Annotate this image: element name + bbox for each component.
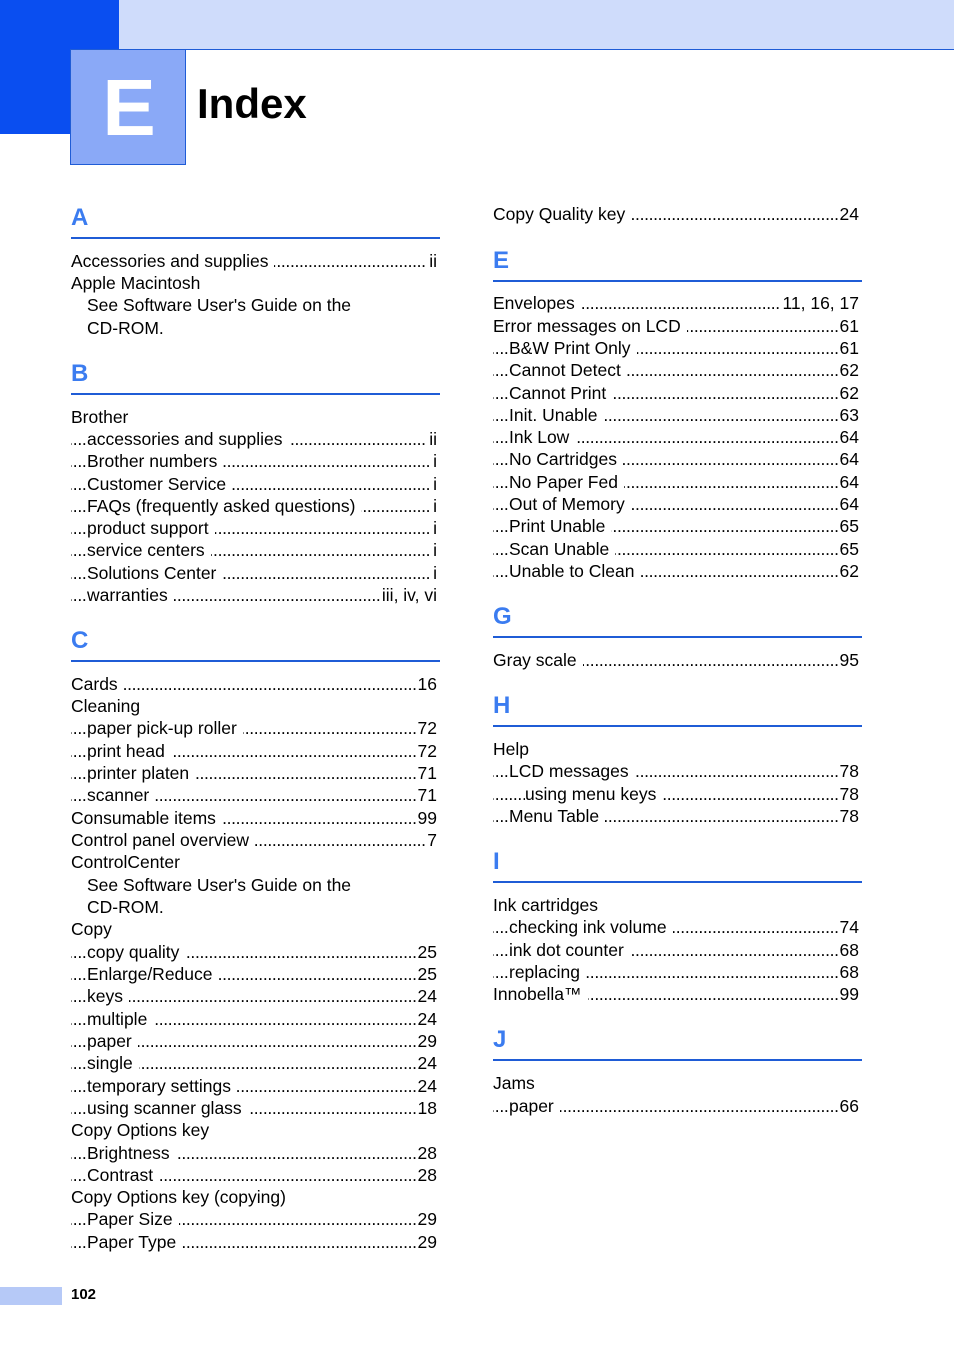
index-subentry[interactable]: . . . paper pick-up roller 72: [71, 717, 437, 739]
index-entry[interactable]: . . . Innobella™ 99: [493, 983, 859, 1005]
index-subentry[interactable]: . . . Customer Service i: [71, 473, 437, 495]
index-subentry[interactable]: . . . scanner 71: [71, 784, 437, 806]
index-entry: Copy Options key: [71, 1120, 210, 1140]
index-see-note: See Software User's Guide on the: [87, 875, 352, 895]
index-subentry[interactable]: . . . multiple 24: [71, 1008, 437, 1030]
index-entry[interactable]: . . . Copy Quality key 24: [493, 203, 859, 225]
section-heading-g: G: [493, 602, 862, 638]
index-subentry[interactable]: . . . Contrast 28: [71, 1164, 437, 1186]
index-subentry[interactable]: . . . paper 66: [493, 1095, 859, 1117]
index-subentry[interactable]: . . . Enlarge/Reduce 25: [71, 963, 437, 985]
index-entry: Jams: [493, 1073, 535, 1093]
index-subentry[interactable]: . . . ink dot counter 68: [493, 939, 859, 961]
index-subentry[interactable]: . . . temporary settings 24: [71, 1075, 437, 1097]
index-see-note: See Software User's Guide on the: [87, 295, 352, 315]
page-number: 102: [71, 1286, 97, 1303]
index-entry: Copy: [71, 919, 112, 939]
index-entry[interactable]: . . . Envelopes 11, 16, 17: [493, 292, 859, 314]
section-heading-c: C: [71, 626, 440, 662]
index-subentry[interactable]: . . . single 24: [71, 1052, 437, 1074]
index-subentry[interactable]: . . . using scanner glass 18: [71, 1097, 437, 1119]
index-subentry[interactable]: . . . print head 72: [71, 740, 437, 762]
index-subentry[interactable]: . . . FAQs (frequently asked questions) i: [71, 495, 437, 517]
index-subentry[interactable]: . . . Init. Unable 63: [493, 404, 859, 426]
index-subentry[interactable]: . . . checking ink volume 74: [493, 916, 859, 938]
index-subentry[interactable]: . . . Solutions Center i: [71, 562, 437, 584]
index-subentry[interactable]: . . . Brother numbers i: [71, 450, 437, 472]
index-entry[interactable]: . . . Accessories and supplies ii: [71, 250, 437, 272]
section-heading-j: J: [493, 1025, 862, 1061]
footer-band: [0, 1287, 62, 1305]
index-subentry[interactable]: . . . Print Unable 65: [493, 515, 859, 537]
index-subentry[interactable]: . . . LCD messages 78: [493, 760, 859, 782]
index-entry: Brother: [71, 407, 129, 427]
index-subentry[interactable]: . . . No Paper Fed 64: [493, 471, 859, 493]
section-heading-b: B: [71, 359, 440, 395]
index-subentry[interactable]: . . . keys 24: [71, 985, 437, 1007]
section-heading-a: A: [71, 203, 440, 239]
section-heading-i: I: [493, 847, 862, 883]
index-subentry[interactable]: . . . Cannot Detect 62: [493, 359, 859, 381]
index-entry: Apple Macintosh: [71, 273, 201, 293]
index-subentry[interactable]: . . . B&W Print Only 61: [493, 337, 859, 359]
index-subentry[interactable]: . . . service centers i: [71, 539, 437, 561]
index-subentry[interactable]: . . . Brightness 28: [71, 1142, 437, 1164]
index-subentry[interactable]: . . . Menu Table 78: [493, 805, 859, 827]
index-entry[interactable]: . . . Consumable items 99: [71, 807, 437, 829]
index-see-note: CD-ROM.: [87, 897, 164, 917]
index-subentry[interactable]: . . . copy quality 25: [71, 941, 437, 963]
index-entry: ControlCenter: [71, 852, 180, 872]
index-subentry[interactable]: . . . Scan Unable 65: [493, 538, 859, 560]
index-subentry[interactable]: . . . Unable to Clean 62: [493, 560, 859, 582]
index-subentry[interactable]: . . . product support i: [71, 517, 437, 539]
index-subentry[interactable]: . . . warranties iii, iv, vi: [71, 584, 437, 606]
index-subentry[interactable]: . . . replacing 68: [493, 961, 859, 983]
index-subentry[interactable]: . . . paper 29: [71, 1030, 437, 1052]
chapter-letter: E: [102, 63, 156, 152]
index-subentry[interactable]: . . . Paper Type 29: [71, 1231, 437, 1253]
index-subentry[interactable]: . . . No Cartridges 64: [493, 448, 859, 470]
index-entry: Help: [493, 739, 529, 759]
index-subentry[interactable]: . . . accessories and supplies ii: [71, 428, 437, 450]
index-subentry[interactable]: . . . using menu keys 78: [493, 783, 859, 805]
index-subentry[interactable]: . . . Out of Memory 64: [493, 493, 859, 515]
header-band: [0, 0, 954, 50]
chapter-letter-box: [70, 49, 186, 165]
section-heading-h: H: [493, 691, 862, 727]
section-heading-e: E: [493, 246, 862, 282]
index-entry[interactable]: . . . Cards 16: [71, 673, 437, 695]
index-entry: Cleaning: [71, 696, 141, 716]
index-entry: Copy Options key (copying): [71, 1187, 286, 1207]
index-subentry[interactable]: . . . Ink Low 64: [493, 426, 859, 448]
index-entry[interactable]: . . . Control panel overview 7: [71, 829, 437, 851]
index-see-note: CD-ROM.: [87, 318, 164, 338]
index-subentry[interactable]: . . . Paper Size 29: [71, 1208, 437, 1230]
index-subentry[interactable]: . . . Cannot Print 62: [493, 382, 859, 404]
page-title: Index: [197, 80, 307, 127]
index-entry[interactable]: . . . Error messages on LCD 61: [493, 315, 859, 337]
index-subentry[interactable]: . . . printer platen 71: [71, 762, 437, 784]
index-entry[interactable]: . . . Gray scale 95: [493, 649, 859, 671]
index-entry: Ink cartridges: [493, 895, 599, 915]
